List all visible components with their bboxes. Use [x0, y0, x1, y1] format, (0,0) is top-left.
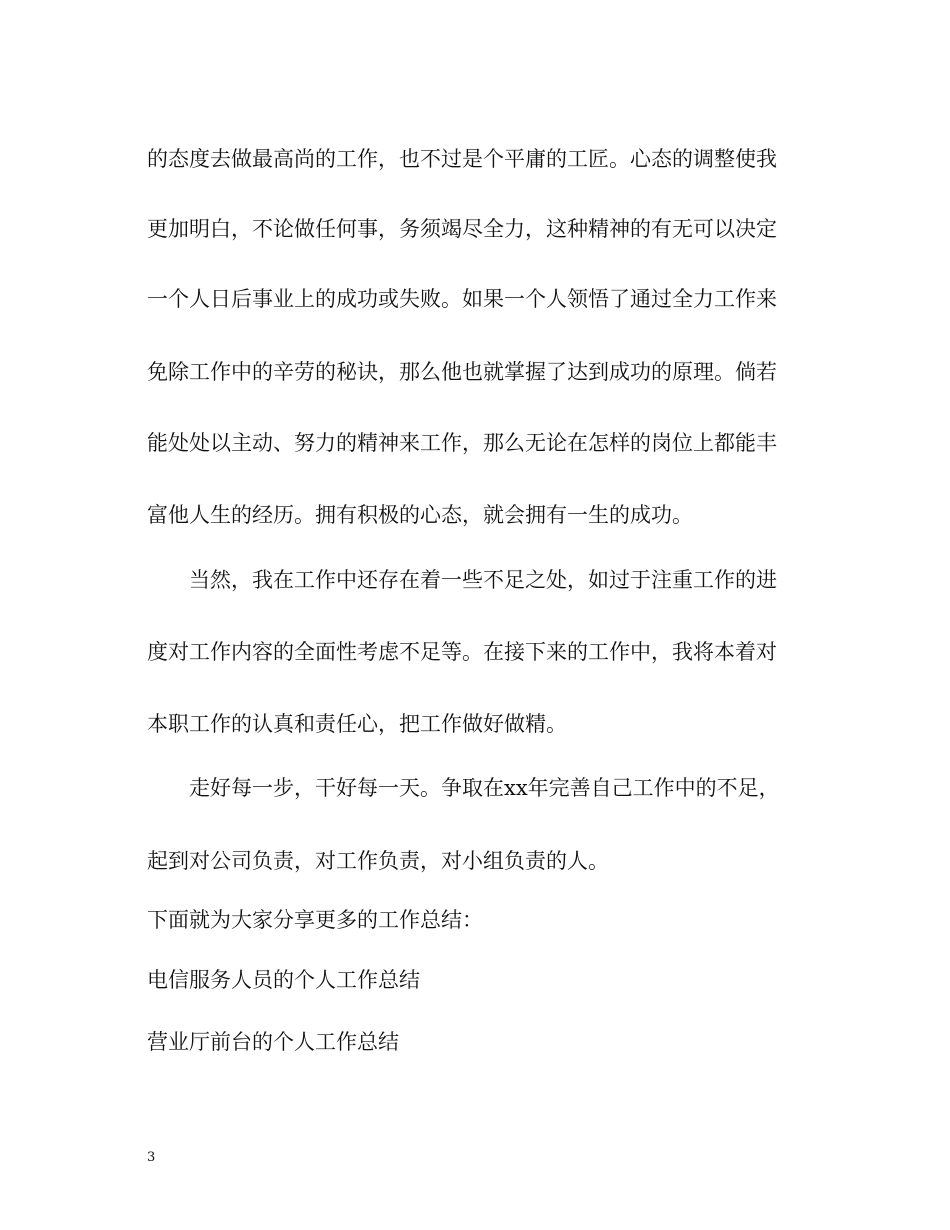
paragraph-line: 本职工作的认真和责任心，把工作做好做精。 [147, 712, 567, 736]
paragraph-line: 的态度去做最高尚的工作，也不过是个平庸的工匠。心态的调整使我 [147, 147, 777, 171]
paragraph-line: 度对工作内容的全面性考虑不足等。在接下来的工作中，我将本着对 [147, 640, 777, 664]
paragraph-line: 更加明白，不论做任何事，务须竭尽全力，这种精神的有无可以决定 [147, 217, 777, 241]
paragraph-line: 一个人日后事业上的成功或失败。如果一个人领悟了通过全力工作来 [147, 287, 777, 311]
paragraph-line: 免除工作中的辛劳的秘诀，那么他也就掌握了达到成功的原理。倘若 [147, 360, 777, 384]
paragraph-line: 富他人生的经历。拥有积极的心态，就会拥有一生的成功。 [147, 503, 693, 527]
paragraph-line: 能处处以主动、努力的精神来工作，那么无论在怎样的岗位上都能丰 [147, 431, 777, 455]
paragraph-line: 当然，我在工作中还存在着一些不足之处，如过于注重工作的进 [189, 568, 777, 592]
related-article-link[interactable]: 电信服务人员的个人工作总结 [147, 968, 420, 992]
page-number: 3 [147, 1150, 156, 1165]
section-intro: 下面就为大家分享更多的工作总结： [147, 908, 483, 932]
related-article-link[interactable]: 营业厅前台的个人工作总结 [147, 1030, 399, 1054]
paragraph-line: 走好每一步，干好每一天。争取在xx年完善自己工作中的不足， [189, 776, 780, 800]
paragraph-line: 起到对公司负责，对工作负责，对小组负责的人。 [147, 849, 609, 873]
